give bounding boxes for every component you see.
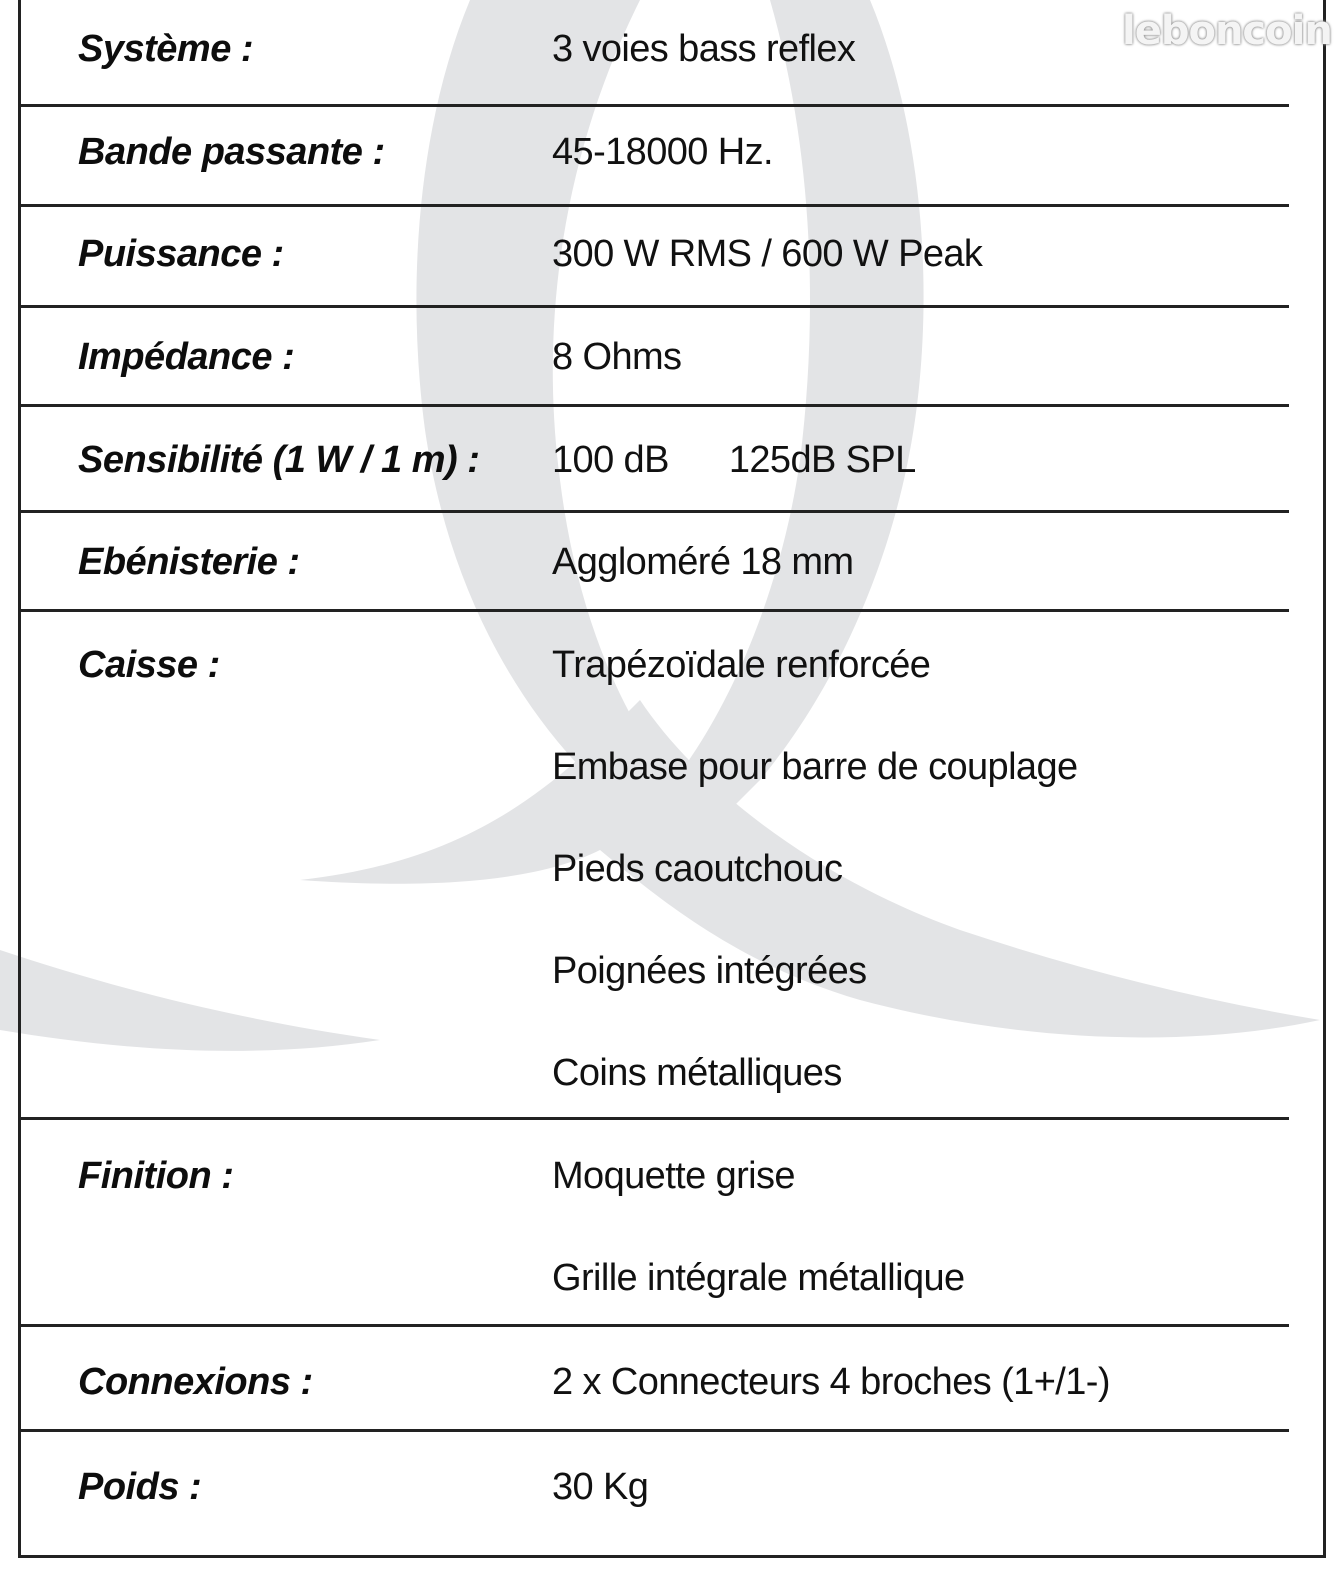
spec-label: Poids : [78, 1466, 202, 1508]
spec-value: Aggloméré 18 mm [552, 541, 854, 583]
spec-value: Coins métalliques [552, 1052, 842, 1094]
spec-value: 100 dB [552, 439, 669, 481]
spec-value-sensitivity [552, 439, 916, 482]
spec-label: Finition : [78, 1155, 234, 1197]
spec-value: Poignées intégrées [552, 950, 867, 992]
spec-label: Bande passante : [78, 131, 385, 173]
spec-label: Caisse : [78, 644, 220, 686]
spec-label: Système : [78, 28, 254, 70]
spec-row-impedance [21, 308, 1289, 407]
spec-label: Puissance : [78, 233, 284, 275]
spec-row-bande-passante [21, 107, 1289, 207]
spec-label: Impédance : [78, 336, 295, 378]
spec-value: Moquette grise [552, 1155, 795, 1197]
spec-row-sensibilite [21, 407, 1289, 513]
spec-label: Connexions : [78, 1361, 313, 1403]
spec-value: 3 voies bass reflex [552, 28, 856, 70]
spec-row-puissance [21, 207, 1289, 308]
spec-value: Grille intégrale métallique [552, 1257, 965, 1299]
spec-value: Embase pour barre de couplage [552, 746, 1078, 788]
spec-value: 8 Ohms [552, 336, 682, 378]
spec-value: Trapézoïdale renforcée [552, 644, 931, 686]
spec-row-caisse [21, 612, 1289, 1120]
leboncoin-watermark: leboncoin [1122, 8, 1332, 54]
spec-table [18, 0, 1326, 1558]
spec-value: 2 x Connecteurs 4 broches (1+/1-) [552, 1361, 1110, 1403]
spec-value: 30 Kg [552, 1466, 649, 1508]
spec-value: 125dB SPL [728, 439, 916, 481]
spec-row-connexions [21, 1327, 1289, 1432]
spec-label: Ebénisterie : [78, 541, 300, 583]
spec-row-ebenisterie [21, 513, 1289, 612]
spec-row-systeme [21, 0, 1289, 107]
spec-row-finition [21, 1120, 1289, 1327]
spec-row-poids [21, 1432, 1289, 1555]
spec-value: 300 W RMS / 600 W Peak [552, 233, 983, 275]
spec-value: 45-18000 Hz. [552, 131, 773, 173]
spec-label: Sensibilité (1 W / 1 m) : [78, 439, 480, 481]
spec-value: Pieds caoutchouc [552, 848, 843, 890]
